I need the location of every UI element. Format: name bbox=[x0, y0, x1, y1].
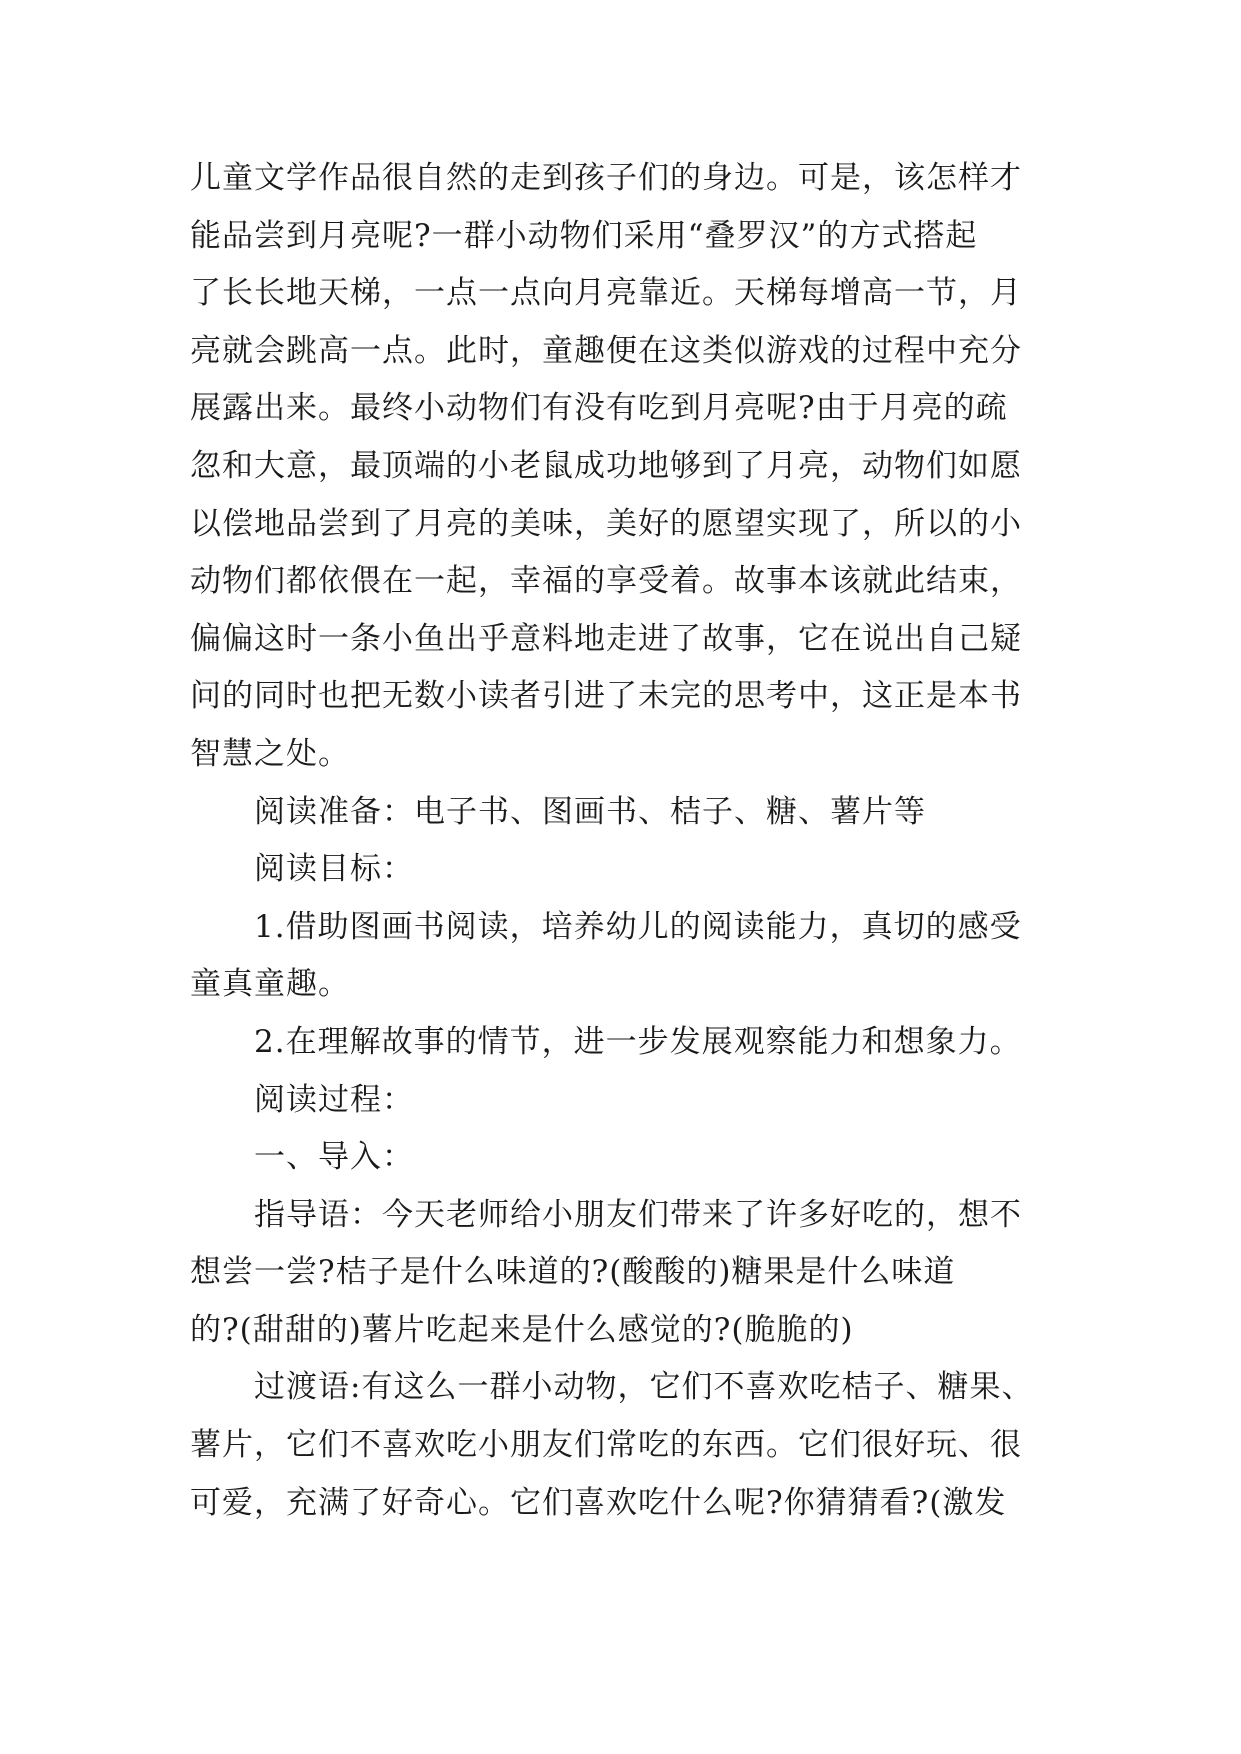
text-line: 阅读准备：电子书、图画书、桔子、糖、薯片等 bbox=[254, 793, 926, 830]
text-line: 童真童趣。 bbox=[190, 966, 350, 1003]
text-line: 可爱，充满了好奇心。它们喜欢吃什么呢?你猜猜看?(激发 bbox=[190, 1484, 1007, 1521]
text-line: 了长长地天梯，一点一点向月亮靠近。天梯每增高一节，月 bbox=[190, 275, 1022, 312]
text-line: 阅读过程： bbox=[254, 1081, 414, 1118]
document-body bbox=[190, 150, 1060, 1532]
heading-introduction bbox=[190, 1129, 1060, 1187]
paragraph-goal-2 bbox=[190, 1014, 1060, 1072]
heading-reading-goals bbox=[190, 841, 1060, 899]
text-line: 问的同时也把无数小读者引进了未完的思考中，这正是本书 bbox=[190, 678, 1022, 715]
text-line: 1.借助图画书阅读，培养幼儿的阅读能力，真切的感受 bbox=[254, 908, 1022, 945]
paragraph-transition bbox=[190, 1359, 1060, 1532]
text-line: 的?(甜甜的)薯片吃起来是什么感觉的?(脆脆的) bbox=[190, 1311, 854, 1348]
paragraph-guidance bbox=[190, 1187, 1060, 1360]
text-line: 想尝一尝?桔子是什么味道的?(酸酸的)糖果是什么味道 bbox=[190, 1254, 956, 1291]
text-line: 2.在理解故事的情节，进一步发展观察能力和想象力。 bbox=[254, 1023, 1022, 1060]
text-line: 过渡语:有这么一群小动物，它们不喜欢吃桔子、糖果、 bbox=[254, 1369, 1034, 1406]
paragraph-story-summary bbox=[190, 150, 1060, 784]
heading-reading-process bbox=[190, 1072, 1060, 1130]
text-line: 动物们都依偎在一起，幸福的享受着。故事本该就此结束， bbox=[190, 563, 1022, 600]
paragraph-goal-1 bbox=[190, 899, 1060, 1014]
text-line: 儿童文学作品很自然的走到孩子们的身边。可是，该怎样才 bbox=[190, 160, 1022, 196]
text-line: 亮就会跳高一点。此时，童趣便在这类似游戏的过程中充分 bbox=[190, 332, 1022, 369]
text-line: 以偿地品尝到了月亮的美味，美好的愿望实现了，所以的小 bbox=[190, 505, 1022, 542]
text-line: 能品尝到月亮呢?一群小动物们采用“叠罗汉”的方式搭起 bbox=[190, 217, 978, 254]
text-line: 智慧之处。 bbox=[190, 735, 350, 772]
text-line: 一、导入： bbox=[254, 1139, 414, 1176]
text-line: 偏偏这时一条小鱼出乎意料地走进了故事，它在说出自己疑 bbox=[190, 620, 1022, 657]
text-line: 薯片，它们不喜欢吃小朋友们常吃的东西。它们很好玩、很 bbox=[190, 1427, 1022, 1464]
text-line: 展露出来。最终小动物们有没有吃到月亮呢?由于月亮的疏 bbox=[190, 390, 1008, 427]
paragraph-reading-preparation bbox=[190, 784, 1060, 842]
text-line: 指导语：今天老师给小朋友们带来了许多好吃的，想不 bbox=[254, 1196, 1022, 1233]
text-line: 忽和大意，最顶端的小老鼠成功地够到了月亮，动物们如愿 bbox=[190, 447, 1022, 484]
text-line: 阅读目标： bbox=[254, 851, 414, 888]
